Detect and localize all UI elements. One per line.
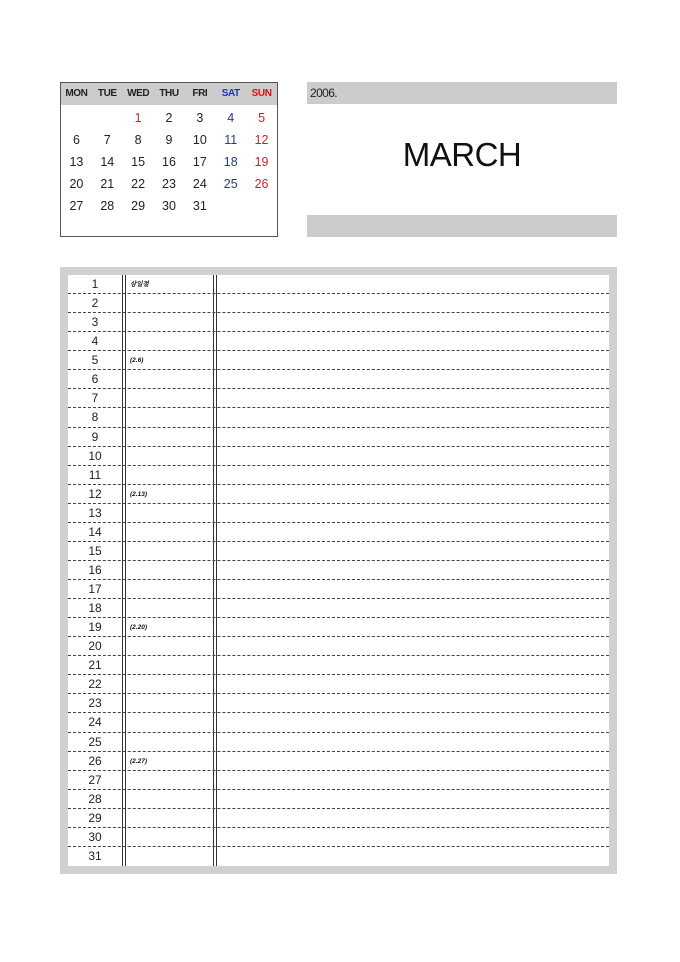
planner-row[interactable] — [68, 828, 609, 847]
mini-calendar-day: 25 — [223, 177, 238, 191]
planner-row[interactable] — [68, 485, 609, 504]
planner-row[interactable] — [68, 599, 609, 618]
planner-day-number: 19 — [88, 620, 102, 635]
planner-row[interactable] — [68, 447, 609, 466]
planner-day-number: 16 — [88, 562, 102, 577]
planner-row[interactable] — [68, 618, 609, 637]
planner-row[interactable] — [68, 332, 609, 351]
planner-day-number: 11 — [88, 467, 102, 482]
planner-day-number: 21 — [88, 658, 102, 673]
planner-row[interactable] — [68, 809, 609, 828]
planner-row[interactable] — [68, 713, 609, 732]
mini-calendar-day: 29 — [131, 199, 146, 213]
planner-row[interactable] — [68, 752, 609, 771]
planner-day-number: 27 — [88, 772, 102, 787]
weekday-header-mon: MON — [65, 88, 88, 99]
mini-calendar-empty-cell — [61, 107, 92, 129]
mini-calendar-day: 21 — [100, 177, 115, 191]
planner-day-number: 10 — [88, 448, 102, 463]
planner-day-note: (2.27) — [130, 757, 147, 765]
mini-calendar-day: 2 — [165, 111, 173, 125]
weekday-header-fri: FRI — [192, 88, 208, 99]
planner-row[interactable] — [68, 561, 609, 580]
mini-calendar-day: 27 — [69, 199, 84, 213]
title-bottom-bar — [307, 215, 617, 237]
planner-day-number: 1 — [91, 277, 99, 291]
planner-row[interactable] — [68, 408, 609, 427]
planner-row[interactable] — [68, 771, 609, 790]
planner-sheet — [68, 275, 609, 866]
mini-calendar-day: 14 — [100, 155, 115, 169]
planner-row[interactable] — [68, 847, 609, 866]
planner-day-number: 24 — [88, 715, 102, 730]
mini-calendar-grid — [61, 105, 277, 217]
mini-calendar-weekday-header — [61, 83, 277, 105]
mini-calendar-day: 30 — [162, 199, 176, 213]
planner-row[interactable] — [68, 637, 609, 656]
planner-row[interactable] — [68, 275, 609, 294]
planner-day-number: 3 — [91, 315, 99, 330]
weekday-header-tue: TUE — [97, 88, 117, 99]
mini-calendar — [60, 82, 278, 237]
planner-row[interactable] — [68, 428, 609, 447]
mini-calendar-day: 9 — [165, 133, 173, 147]
weekday-header-thu: THU — [159, 88, 179, 99]
planner-row[interactable] — [68, 694, 609, 713]
mini-calendar-day: 23 — [162, 177, 176, 191]
month-title: MARCH — [402, 136, 522, 173]
planner-day-note: 삼일절 — [130, 281, 149, 288]
planner-day-number: 20 — [88, 639, 102, 654]
year-label: 2006. — [307, 82, 617, 104]
planner-day-number: 29 — [88, 810, 102, 825]
planner-row[interactable] — [68, 523, 609, 542]
mini-calendar-empty-cell — [215, 195, 246, 217]
monthly-planner — [60, 267, 617, 874]
planner-day-number: 28 — [88, 791, 102, 806]
mini-calendar-day: 6 — [72, 133, 80, 147]
mini-calendar-day: 8 — [134, 133, 142, 147]
planner-day-number: 14 — [88, 524, 102, 539]
weekday-header-wed: WED — [127, 88, 150, 99]
planner-day-number: 17 — [88, 582, 102, 597]
planner-day-note: (2.13) — [130, 490, 147, 498]
mini-calendar-day: 13 — [69, 155, 84, 169]
planner-day-number: 6 — [91, 372, 99, 387]
planner-day-number: 18 — [88, 601, 102, 616]
planner-row[interactable] — [68, 733, 609, 752]
planner-row[interactable] — [68, 656, 609, 675]
planner-day-number: 31 — [88, 848, 102, 863]
mini-calendar-empty-cell — [92, 107, 123, 129]
planner-row[interactable] — [68, 580, 609, 599]
mini-calendar-day: 22 — [131, 177, 146, 191]
planner-day-number: 30 — [88, 829, 102, 844]
planner-day-number: 9 — [91, 429, 99, 444]
mini-calendar-day: 7 — [103, 133, 111, 147]
mini-calendar-day: 24 — [192, 177, 207, 191]
mini-calendar-day: 28 — [100, 199, 115, 213]
weekday-header-sun: SUN — [251, 88, 272, 99]
planner-day-number: 5 — [91, 353, 99, 368]
planner-row[interactable] — [68, 351, 609, 370]
mini-calendar-day: 3 — [196, 111, 204, 125]
mini-calendar-day: 20 — [69, 177, 84, 191]
mini-calendar-empty-cell — [246, 195, 277, 217]
planner-day-number: 8 — [91, 410, 99, 425]
mini-calendar-day: 26 — [254, 177, 269, 191]
weekday-header-sat: SAT — [221, 88, 240, 99]
planner-day-number: 7 — [91, 391, 99, 406]
planner-day-number: 13 — [88, 505, 102, 520]
planner-day-number: 15 — [88, 543, 102, 558]
planner-day-number: 23 — [88, 696, 102, 711]
mini-calendar-day: 17 — [192, 155, 207, 169]
planner-row[interactable] — [68, 675, 609, 694]
mini-calendar-day: 11 — [224, 133, 238, 147]
planner-row[interactable] — [68, 542, 609, 561]
planner-row[interactable] — [68, 389, 609, 408]
mini-calendar-day: 19 — [254, 155, 269, 169]
planner-day-number: 4 — [91, 334, 99, 349]
planner-row[interactable] — [68, 466, 609, 485]
planner-row[interactable] — [68, 790, 609, 809]
mini-calendar-day: 31 — [192, 199, 207, 213]
planner-day-number: 26 — [88, 753, 102, 768]
planner-day-note: (2.20) — [130, 624, 147, 632]
mini-calendar-day: 12 — [254, 133, 269, 147]
mini-calendar-day: 5 — [258, 111, 266, 125]
planner-day-number: 2 — [91, 296, 99, 311]
planner-day-number: 22 — [88, 677, 102, 692]
mini-calendar-day: 16 — [162, 155, 176, 169]
planner-day-number: 12 — [88, 486, 102, 501]
planner-row[interactable] — [68, 313, 609, 332]
mini-calendar-day: 1 — [134, 111, 142, 125]
planner-row[interactable] — [68, 504, 609, 523]
planner-day-note: (2.6) — [130, 357, 144, 365]
planner-row[interactable] — [68, 370, 609, 389]
mini-calendar-day: 10 — [192, 133, 207, 147]
planner-row[interactable] — [68, 294, 609, 313]
mini-calendar-day: 15 — [131, 155, 146, 169]
planner-day-number: 25 — [88, 734, 102, 749]
mini-calendar-day: 4 — [227, 111, 235, 125]
mini-calendar-day: 18 — [223, 155, 238, 169]
